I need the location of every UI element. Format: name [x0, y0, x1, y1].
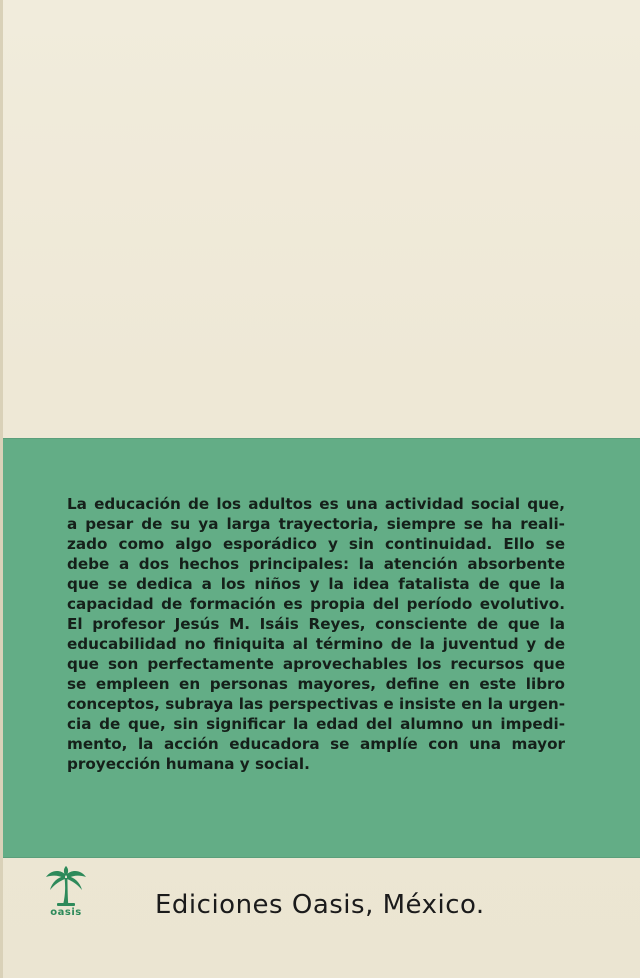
blurb-line: conceptos, subraya las perspectivas e insiste en la urgen-: [67, 695, 565, 713]
palm-tree-icon: [43, 866, 89, 906]
blurb-line: zado como algo esporádico y sin continuidad. Ello se: [67, 535, 565, 553]
blurb-line: El profesor Jesús M. Isáis Reyes, consciente de que la: [67, 615, 565, 633]
blurb-line: mento, la acción educadora se amplíe con una mayor: [67, 735, 565, 753]
blurb-line: se empleen en personas mayores, define en este libro: [67, 675, 565, 693]
blurb-line: que se dedica a los niños y la idea fatalista de que la: [67, 575, 565, 593]
blurb-line: cia de que, sin significar la edad del alumno un impedi-: [67, 715, 565, 733]
blank-top-panel: [3, 0, 640, 438]
blurb-line: que son perfectamente aprovechables los recursos que: [67, 655, 565, 673]
logo-wordmark: oasis: [50, 907, 82, 918]
blurb-line: debe a dos hechos principales: la atención absorbente: [67, 555, 565, 573]
publisher-imprint: Ediciones Oasis, México.: [155, 890, 485, 920]
blurb-line: educabilidad no finiquita al término de la juventud y de: [67, 635, 565, 653]
blurb-line: a pesar de su ya larga trayectoria, siempre se ha reali-: [67, 515, 565, 533]
blurb-line: capacidad de formación es propia del período evolutivo.: [67, 595, 565, 613]
blurb-line: proyección humana y social.: [67, 755, 310, 773]
oasis-logo: [43, 866, 89, 922]
blurb-line: La educación de los adultos es una actividad social que,: [67, 495, 565, 513]
blurb-text: [67, 494, 565, 774]
